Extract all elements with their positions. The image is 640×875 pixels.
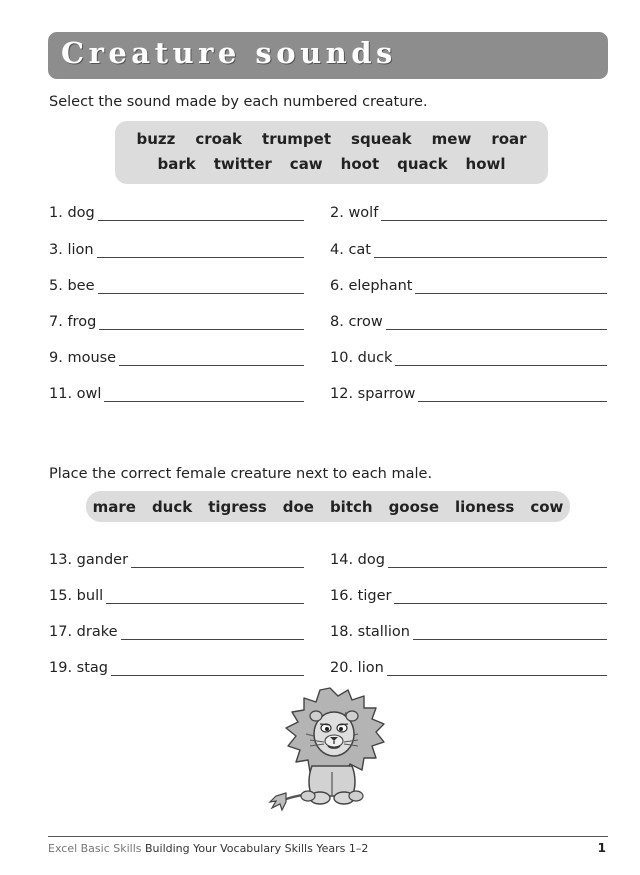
answer-line[interactable] (99, 314, 304, 330)
answer-line[interactable] (104, 386, 304, 402)
answer-line[interactable] (413, 624, 607, 640)
question-label: 10. duck (330, 350, 393, 366)
word-bank-row (115, 155, 548, 173)
question-label: 18. stallion (330, 624, 410, 640)
question-label: 20. lion (330, 660, 384, 676)
word-bank-item: bark (157, 155, 196, 173)
answer-line[interactable] (98, 278, 305, 294)
question-item (330, 344, 607, 366)
footer-book-title: Building Your Vocabulary Skills Years 1–2 (145, 842, 369, 855)
answer-line[interactable] (111, 660, 304, 676)
question-item (49, 236, 304, 258)
word-bank-item: lioness (455, 498, 515, 516)
answer-line[interactable] (98, 205, 304, 221)
question-item (49, 380, 304, 402)
female-word-bank (86, 491, 570, 522)
word-bank-item: bitch (329, 498, 373, 516)
answer-line[interactable] (387, 660, 607, 676)
page-number: 1 (597, 841, 606, 855)
question-item (49, 654, 304, 676)
word-bank-item: tigress (208, 498, 267, 516)
question-label: 9. mouse (49, 350, 117, 366)
question-item (49, 308, 304, 330)
question-label: 2. wolf (330, 205, 379, 221)
question-item (330, 380, 607, 402)
section1-instruction: Select the sound made by each numbered creature. (49, 94, 428, 110)
question-item (49, 272, 304, 294)
question-label: 19. stag (49, 660, 108, 676)
answer-line[interactable] (418, 386, 607, 402)
question-label: 12. sparrow (330, 386, 416, 402)
word-bank-item: quack (397, 155, 448, 173)
question-label: 4. cat (330, 242, 371, 258)
answer-line[interactable] (388, 552, 607, 568)
question-item (330, 272, 607, 294)
word-bank-item: cow (530, 498, 564, 516)
question-label: 3. lion (49, 242, 94, 258)
word-bank-item: twitter (213, 155, 272, 173)
lion-icon (262, 684, 392, 816)
answer-line[interactable] (374, 242, 607, 258)
word-bank-item: mew (431, 130, 472, 148)
footer-series: Excel Basic Skills (48, 842, 142, 855)
question-label: 15. bull (49, 588, 104, 604)
answer-line[interactable] (395, 350, 607, 366)
question-item (330, 199, 607, 221)
question-label: 14. dog (330, 552, 385, 568)
question-label: 16. tiger (330, 588, 392, 604)
question-label: 8. crow (330, 314, 383, 330)
word-bank-item: doe (282, 498, 314, 516)
section2-instruction: Place the correct female creature next to each male. (49, 466, 433, 482)
question-item (330, 546, 607, 568)
word-bank-item: squeak (351, 130, 412, 148)
answer-line[interactable] (415, 278, 607, 294)
question-item (49, 546, 304, 568)
title-banner (48, 32, 608, 79)
question-item (49, 618, 304, 640)
question-label: 5. bee (49, 278, 95, 294)
question-label: 13. gander (49, 552, 129, 568)
word-bank-item: buzz (136, 130, 176, 148)
word-bank-item: duck (151, 498, 193, 516)
question-item (330, 308, 607, 330)
answer-line[interactable] (131, 552, 304, 568)
word-bank-item: mare (92, 498, 136, 516)
answer-line[interactable] (381, 205, 607, 221)
word-bank-item: hoot (340, 155, 380, 173)
word-bank-item: goose (388, 498, 440, 516)
word-bank-row (115, 130, 548, 148)
question-item (330, 618, 607, 640)
answer-line[interactable] (106, 588, 304, 604)
question-label: 1. dog (49, 205, 95, 221)
question-item (330, 236, 607, 258)
word-bank-item: croak (195, 130, 243, 148)
question-label: 17. drake (49, 624, 118, 640)
question-label: 7. frog (49, 314, 97, 330)
answer-line[interactable] (394, 588, 607, 604)
question-item (49, 199, 304, 221)
word-bank-item: caw (289, 155, 323, 173)
word-bank-item: trumpet (262, 130, 332, 148)
footer-divider (48, 836, 608, 837)
question-label: 6. elephant (330, 278, 413, 294)
answer-line[interactable] (386, 314, 607, 330)
word-bank-item: howl (465, 155, 506, 173)
page-title: Creature sounds (61, 36, 397, 70)
question-label: 11. owl (49, 386, 102, 402)
sound-word-bank (115, 121, 548, 184)
answer-line[interactable] (97, 242, 304, 258)
word-bank-row (86, 498, 570, 516)
footer-credit (48, 842, 368, 855)
answer-line[interactable] (121, 624, 304, 640)
question-item (330, 654, 607, 676)
question-item (49, 582, 304, 604)
answer-line[interactable] (119, 350, 304, 366)
word-bank-item: roar (491, 130, 527, 148)
question-item (330, 582, 607, 604)
question-item (49, 344, 304, 366)
